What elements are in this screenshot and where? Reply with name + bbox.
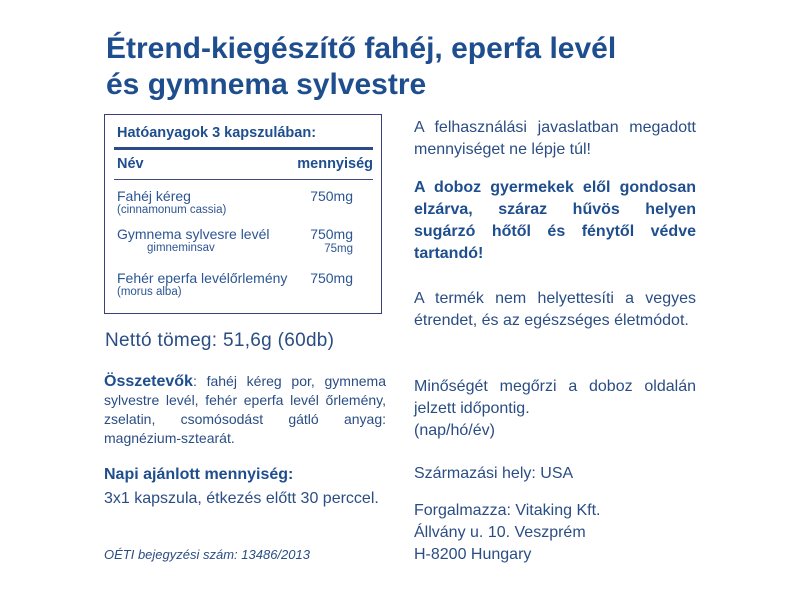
ingredients-label: Összetevők [104,373,193,390]
product-title [106,31,706,103]
column-header-name: Név [117,156,144,172]
dosage-warning: A felhasználási javaslatban megadott mennyiséget ne lépje túl! [414,119,696,158]
table-row [117,270,371,298]
title-line-1: Étrend-kiegészítő fahéj, eperfa levél [106,32,617,65]
title-line-2: és gymnema sylvestre [106,68,427,101]
table-heading: Hatóanyagok 3 kapszulában: [117,125,317,141]
ingredient-latin-name: (cinnamonum cassia) [117,204,227,216]
heading-divider [114,147,373,150]
best-before-note [414,376,696,442]
table-row [117,188,371,216]
table-row [117,226,371,254]
date-format: (nap/hó/év) [414,422,495,439]
ingredient-quantity: 750mg [310,188,353,204]
column-header-quantity: mennyiség [297,156,373,172]
distributor-name: Forgalmazza: Vitaking Kft. [414,502,601,519]
ingredient-latin-name: (morus alba) [117,286,182,298]
active-ingredients-table [104,114,382,314]
ingredient-name: Fahéj kéreg [117,188,191,204]
daily-dose-label: Napi ajánlott mennyiség: [104,466,294,483]
storage-instructions: A doboz gyermekek elől gondosan elzárva, száraz hűvös helyen sugárzó hőtől és fénytől védve tartandó! [414,179,696,262]
distributor-info [414,500,696,566]
subcomponent-quantity: 75mg [324,243,353,255]
column-divider [114,179,373,180]
net-weight: Nettó tömeg: 51,6g (60db) [105,330,335,351]
country-of-origin: Származási hely: USA [414,465,574,482]
ingredients-text: : fahéj kéreg por, gymnema sylvestre levél, fehér eperfa levél őrlemény, zselatin, csomósodást gátló anyag: magnézium-sztearát. [104,373,386,446]
ingredient-name: Fehér eperfa levélőrlemény [117,270,288,286]
ingredient-name: Gymnema sylvesre levél [117,226,270,242]
best-before-text: Minőségét megőrzi a doboz oldalán jelzett időpontig. [414,378,696,417]
ingredient-quantity: 750mg [310,226,353,242]
ingredient-quantity: 750mg [310,270,353,286]
distributor-postal: H-8200 Hungary [414,546,532,563]
distributor-address: Állvány u. 10. Veszprém [414,524,586,541]
daily-dose-text: 3x1 kapszula, étkezés előtt 30 perccel. [104,490,379,507]
ingredient-subcomponent: gimneminsav [147,242,215,254]
registration-number: OÉTI bejegyzési szám: 13486/2013 [104,547,310,562]
ingredients-paragraph [104,372,386,448]
diet-disclaimer: A termék nem helyettesíti a vegyes étrendet, és az egészséges életmódot. [414,290,696,329]
